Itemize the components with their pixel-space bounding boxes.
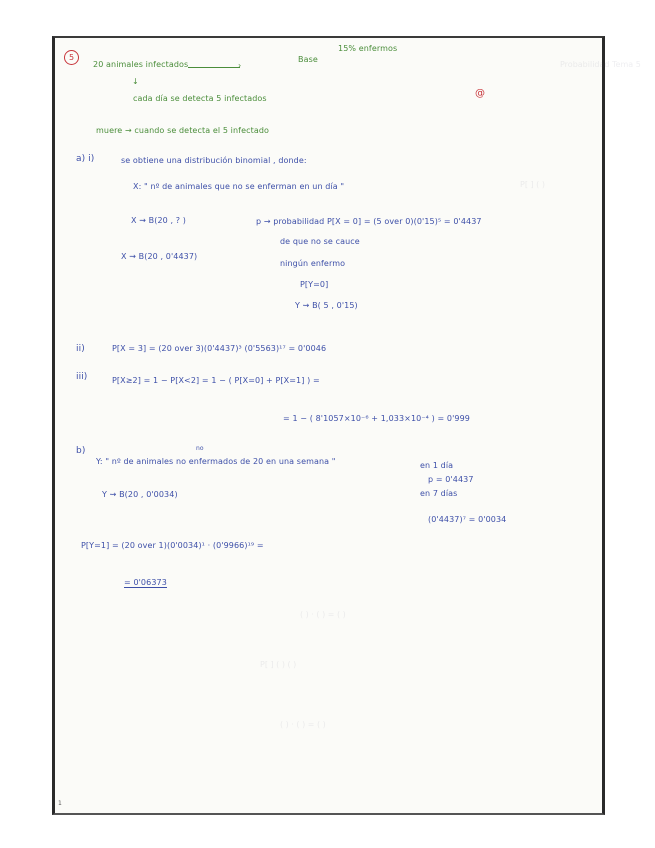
- red-mark: @: [475, 88, 486, 99]
- base-label: Base: [298, 55, 318, 64]
- part-a-label: a) i): [76, 154, 95, 164]
- page-number: 1: [58, 800, 62, 807]
- part-a-intro: se obtiene una distribución binomial , donde:: [121, 156, 307, 165]
- bleed-through: ( ) · ( ) = ( ): [280, 720, 326, 729]
- y-distribution-b: Y ⇝ B(20 , 0'0034): [102, 490, 178, 499]
- daily-text: cada día se detecta 5 infectados: [133, 94, 267, 103]
- bleed-through: P[ ] ( ) ( ): [260, 660, 297, 669]
- y-definition-superscript: no: [196, 445, 204, 452]
- bleed-through: P[ ] ( ): [520, 180, 545, 189]
- intro-text: 20 animales infectados: [93, 60, 189, 69]
- part-b-equation: P[Y=1] = (20 over 1)(0'0034)¹ · (0'9966)¹⁹ =: [81, 541, 264, 550]
- p-subtext-1: de que no se cauce: [280, 237, 360, 246]
- arrowhead: ›: [238, 61, 242, 70]
- part-b-result: = 0'06373: [124, 578, 167, 587]
- dies-text: muere → cuando se detecta el 5 infectado: [96, 126, 269, 135]
- bleed-through: Probabilidad Tema 5: [560, 60, 641, 69]
- note-seven-days: en 7 días: [420, 489, 458, 498]
- part-a-iii-label: iii): [76, 372, 88, 382]
- note-one-day: en 1 día: [420, 461, 454, 470]
- part-a-iii-equation-1: P[X≥2] = 1 − P[X<2] = 1 − ( P[X=0] + P[X=1] ) =: [112, 376, 320, 385]
- base-percent: 15% enfermos: [338, 44, 398, 53]
- y-definition: Y: " nº de animales no enfermados de 20 en una semana ": [96, 457, 336, 466]
- arrow-right: [188, 67, 240, 68]
- part-a-ii-equation: P[X = 3] = (20 over 3)(0'4437)³ (0'5563)¹⁷ = 0'0046: [112, 344, 327, 353]
- x-distribution-unknown: X ⇝ B(20 , ? ): [131, 216, 186, 225]
- problem-number-circle: 5: [64, 50, 79, 65]
- y-distribution: Y ⇝ B( 5 , 0'15): [295, 301, 358, 310]
- part-a-ii-label: ii): [76, 344, 85, 354]
- note-p: p = 0'4437: [428, 475, 474, 484]
- x-distribution: X ⇝ B(20 , 0'4437): [121, 252, 198, 261]
- paper-sheet: [52, 36, 605, 815]
- bleed-through: ( ) · ( ) = ( ): [300, 610, 346, 619]
- x-definition: X: " nº de animales que no se enferman en un día ": [133, 182, 345, 191]
- p-subtext-2: ningún enfermo: [280, 259, 346, 268]
- y-probability: P[Y=0]: [300, 280, 329, 289]
- p-definition: p → probabilidad P[X = 0] = (5 over 0)(0'15)⁵ = 0'4437: [256, 217, 482, 226]
- down-arrow: ↓: [132, 77, 139, 86]
- part-a-iii-equation-2: = 1 − ( 8'1057×10⁻⁶ + 1,033×10⁻⁴ ) = 0'999: [283, 414, 470, 423]
- part-b-label: b): [76, 446, 86, 456]
- calc-seven-days: (0'4437)⁷ = 0'0034: [428, 515, 507, 524]
